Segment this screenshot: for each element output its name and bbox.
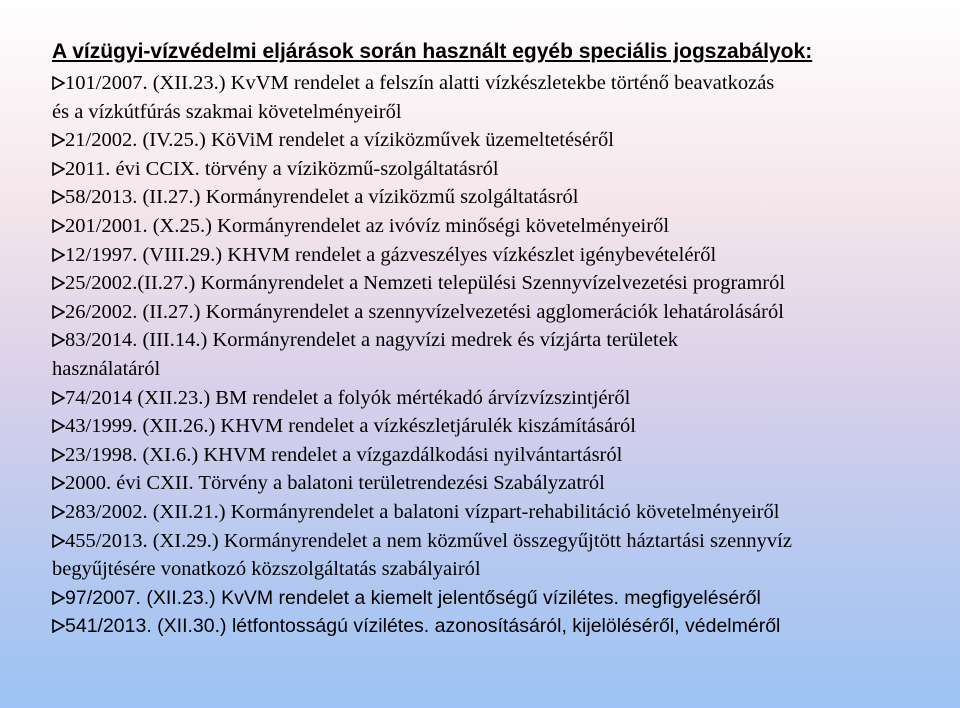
arrow-bullet-icon — [52, 190, 65, 204]
list-item — [52, 384, 932, 413]
list-item-text: 2011. évi CCIX. törvény a víziközmű-szolgáltatásról — [52, 155, 932, 184]
list-item-text: 2000. évi CXII. Törvény a balatoni területrendezési Szabályzatról — [52, 469, 932, 498]
list-item — [52, 527, 932, 584]
list-item — [52, 498, 932, 527]
arrow-bullet-icon — [52, 305, 65, 319]
list-item — [52, 155, 932, 184]
arrow-bullet-icon — [52, 476, 65, 490]
list-item-text: 25/2002.(II.27.) Kormányrendelet a Nemzeti települési Szennyvízelvezetési programról — [52, 269, 932, 298]
arrow-bullet-icon — [52, 76, 65, 90]
list-item-text: 201/2001. (X.25.) Kormányrendelet az ivóvíz minőségi követelményeiről — [52, 212, 932, 241]
list-item — [52, 326, 932, 383]
list-item-text-continued: és a vízkútfúrás szakmai követelményeiről — [52, 100, 402, 123]
list-item — [52, 584, 932, 613]
list-item-text: 43/1999. (XII.26.) KHVM rendelet a vízkészletjárulék kiszámításáról — [52, 412, 932, 441]
list-item — [52, 298, 932, 327]
list-item — [52, 69, 932, 126]
list-item — [52, 126, 932, 155]
list-item-text: 455/2013. (XI.29.) Kormányrendelet a nem közművel összegyűjtött háztartási szennyvíz — [52, 527, 932, 556]
list-item-text-continued: használatáról — [52, 357, 161, 380]
list-item-text: 83/2014. (III.14.) Kormányrendelet a nagyvízi medrek és vízjárta területek — [52, 326, 932, 355]
list-item-text: 21/2002. (IV.25.) KöViM rendelet a víziközművek üzemeltetéséről — [52, 126, 932, 155]
list-item-text: 101/2007. (XII.23.) KvVM rendelet a felszín alatti vízkészletekbe történő beavatkozás — [52, 69, 932, 98]
arrow-bullet-icon — [52, 133, 65, 147]
arrow-bullet-icon — [52, 219, 65, 233]
arrow-bullet-icon — [52, 448, 65, 462]
arrow-bullet-icon — [52, 276, 65, 290]
list-item-text: 97/2007. (XII.23.) KvVM rendelet a kiemelt jelentőségű vízilétes. megfigyeléséről — [52, 584, 932, 613]
list-item-text: 12/1997. (VIII.29.) KHVM rendelet a gázveszélyes vízkészlet igénybevételéről — [52, 241, 932, 270]
arrow-bullet-icon — [52, 248, 65, 262]
list-item-text: 74/2014 (XII.23.) BM rendelet a folyók mértékadó árvízvízszintjéről — [52, 384, 932, 413]
list-item — [52, 412, 932, 441]
regulation-list — [52, 69, 932, 641]
list-item-text: 58/2013. (II.27.) Kormányrendelet a víziközmű szolgáltatásról — [52, 183, 932, 212]
page-title: A vízügyi-vízvédelmi eljárások során használt egyéb speciális jogszabályok: — [52, 40, 813, 63]
arrow-bullet-icon — [52, 505, 65, 519]
arrow-bullet-icon — [52, 619, 65, 633]
list-item — [52, 241, 932, 270]
arrow-bullet-icon — [52, 534, 65, 548]
list-item-text-continued: begyűjtésére vonatkozó közszolgáltatás szabályairól — [52, 558, 481, 581]
arrow-bullet-icon — [52, 591, 65, 605]
list-item-text: 23/1998. (XI.6.) KHVM rendelet a vízgazdálkodási nyilvántartásról — [52, 441, 932, 470]
list-item — [52, 269, 932, 298]
arrow-bullet-icon — [52, 333, 65, 347]
list-item-text: 283/2002. (XII.21.) Kormányrendelet a balatoni vízpart-rehabilitáció követelményeiről — [52, 498, 932, 527]
arrow-bullet-icon — [52, 391, 65, 405]
list-item — [52, 612, 932, 641]
list-item — [52, 441, 932, 470]
arrow-bullet-icon — [52, 162, 65, 176]
list-item-text: 541/2013. (XII.30.) létfontosságú vízilétes. azonosításáról, kijelöléséről, védelméről — [52, 612, 932, 641]
list-item — [52, 183, 932, 212]
arrow-bullet-icon — [52, 419, 65, 433]
list-item-text: 26/2002. (II.27.) Kormányrendelet a szennyvízelvezetési agglomerációk lehatárolásáról — [52, 298, 932, 327]
list-item — [52, 212, 932, 241]
list-item — [52, 469, 932, 498]
